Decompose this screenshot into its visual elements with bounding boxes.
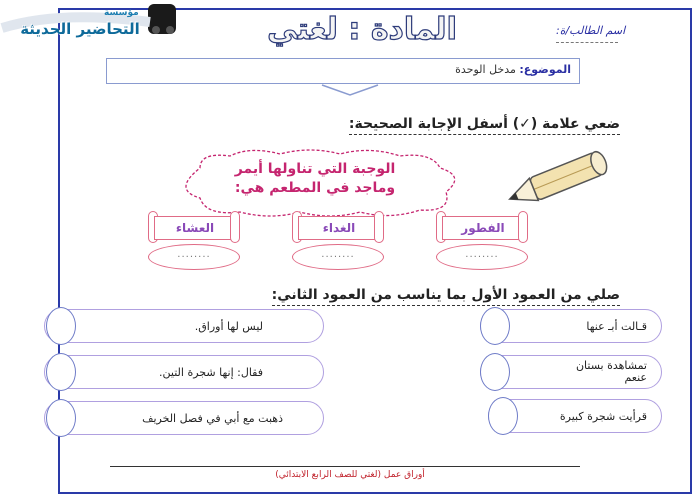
pencil-icon — [492, 150, 622, 210]
question-text — [190, 160, 440, 198]
match-item-right-text: تمشاهدة بستان عنعم — [575, 359, 647, 384]
topic-value: مدخل الوحدة — [455, 63, 516, 76]
match-dot-left[interactable] — [46, 307, 76, 345]
section1-instruction: ضعي علامة (✓) أسفل الإجابة الصحيحة: — [349, 116, 620, 135]
option-label: الفطور — [442, 216, 524, 240]
match-dot-right[interactable] — [480, 353, 510, 391]
question-line-2: وماجد في المطعم هي: — [234, 180, 396, 196]
section2-instruction: صلي من العمود الأول بما يناسب من العمود الثاني: — [272, 287, 620, 306]
match-dot-right[interactable] — [480, 307, 510, 345]
answer-placeholder: ........ — [177, 249, 211, 260]
option-card — [292, 216, 384, 242]
option-label: الغداء — [298, 216, 380, 240]
match-item-left-text: ليس لها أوراق. — [194, 320, 263, 333]
match-item-left[interactable] — [44, 401, 324, 435]
subject-title: المادة : لغتي — [267, 12, 457, 47]
footer-divider — [110, 466, 580, 467]
match-item-left-text: فقال: إنها شجرة التين. — [159, 366, 263, 379]
footer-text: أوراق عمل (لغتي للصف الرابع الابتدائي) — [275, 470, 425, 480]
match-item-left[interactable] — [44, 355, 324, 389]
student-name-label: اسم الطالب/ة: — [556, 24, 626, 37]
match-item-right-text: قرأيت شجرة كبيرة — [559, 410, 647, 423]
match-dot-left[interactable] — [46, 399, 76, 437]
match-item-left-text: ذهبت مع أبي في فصل الخريف — [142, 412, 283, 425]
topic-box — [106, 58, 580, 84]
option-scroll-right — [374, 211, 384, 243]
option-card — [148, 216, 240, 242]
answer-placeholder: ........ — [465, 249, 499, 260]
topic-line — [455, 63, 571, 76]
logo-text: التحاضير الحديثة — [20, 20, 140, 38]
topic-label: الموضوع: — [519, 63, 571, 76]
answer-oval[interactable] — [148, 244, 240, 270]
option-scroll-right — [230, 211, 240, 243]
student-name-line — [556, 42, 618, 43]
option-label: العشاء — [154, 216, 236, 240]
match-dot-right[interactable] — [488, 397, 518, 435]
arrow-down-icon — [320, 83, 380, 97]
match-item-left[interactable] — [44, 309, 324, 343]
answer-placeholder: ........ — [321, 249, 355, 260]
answer-oval[interactable] — [436, 244, 528, 270]
question-line-1: الوجبة التي تناولها أيمر — [234, 161, 396, 177]
logo-prefix: مؤسسة — [104, 8, 139, 18]
option-scroll-right — [518, 211, 528, 243]
match-dot-left[interactable] — [46, 353, 76, 391]
answer-oval[interactable] — [292, 244, 384, 270]
option-card — [436, 216, 528, 242]
match-item-right-text: قـالت أبـ عنها — [586, 320, 647, 333]
